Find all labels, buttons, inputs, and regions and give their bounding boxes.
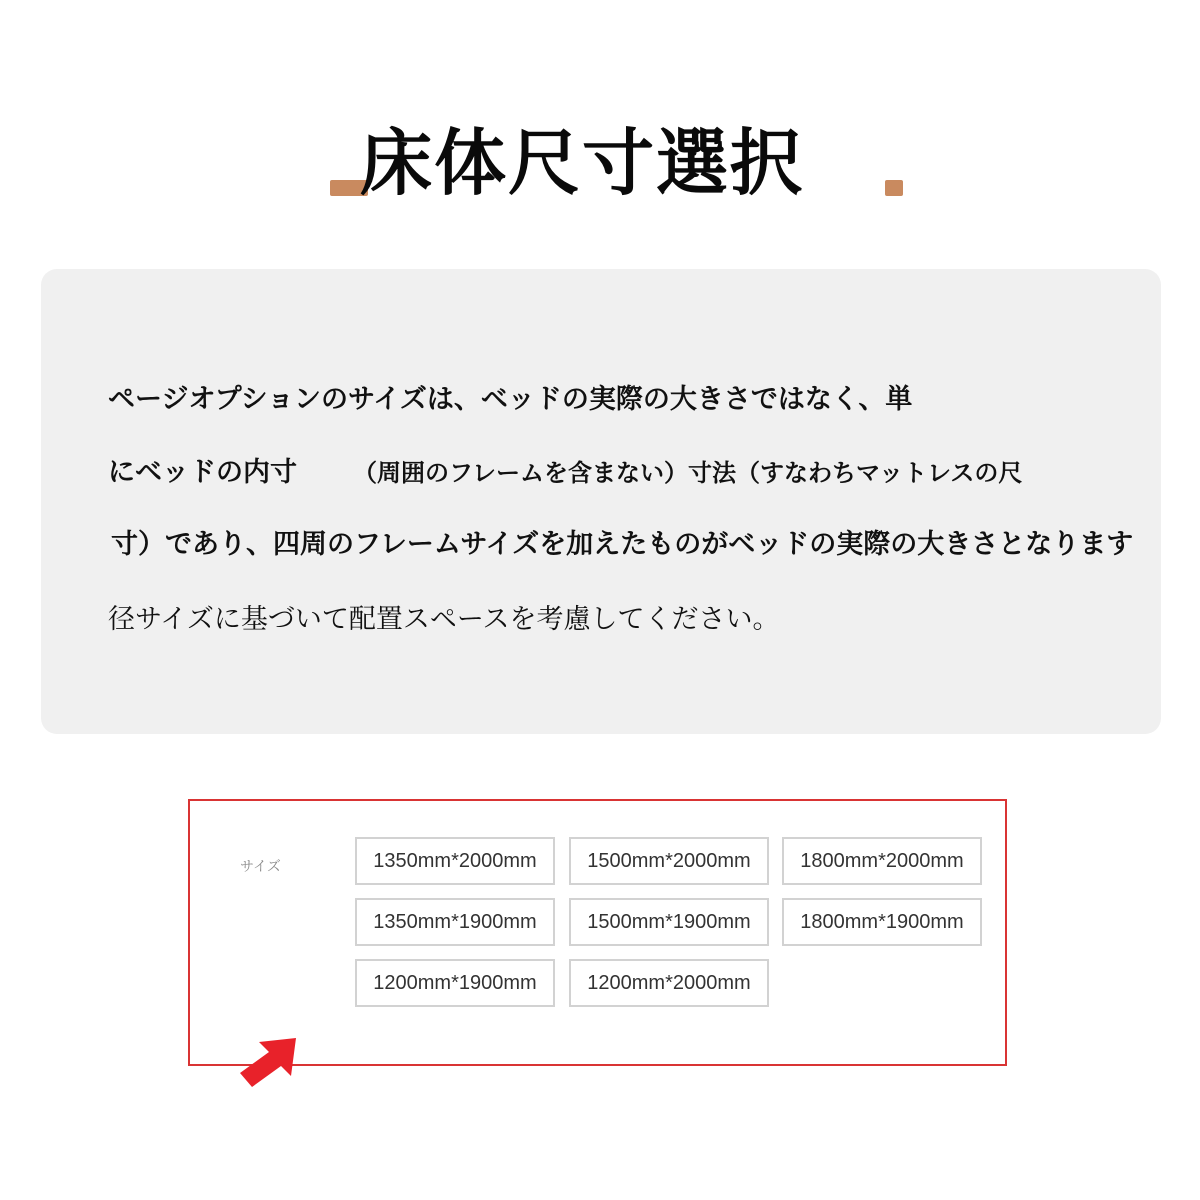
note-line-4: 径サイズに基づいて配置スペースを考慮してください。	[108, 604, 780, 635]
size-option[interactable]: 1200mm*2000mm	[569, 959, 769, 1007]
size-option[interactable]: 1800mm*1900mm	[782, 898, 982, 946]
note-line-3: 寸）であり、四周のフレームサイズを加えたものがベッドの実際の大きさとなります	[111, 529, 1134, 560]
size-option[interactable]: 1200mm*1900mm	[355, 959, 555, 1007]
pointer-arrow-icon	[236, 1032, 306, 1092]
note-line-2-start: にベッドの内寸	[108, 457, 297, 488]
size-option[interactable]: 1350mm*2000mm	[355, 837, 555, 885]
size-option[interactable]: 1350mm*1900mm	[355, 898, 555, 946]
page-title: 床体尺寸選択	[360, 121, 805, 205]
note-line-2-end: （周囲のフレームを含まない）寸法（すなわちマットレスの尺	[353, 459, 1023, 487]
note-line-2	[108, 455, 1022, 491]
title-banner	[330, 95, 905, 207]
size-option[interactable]: 1500mm*2000mm	[569, 837, 769, 885]
size-selector-panel	[188, 799, 1007, 1066]
size-label: サイズ	[240, 859, 281, 875]
note-line-1: ページオプションのサイズは、ベッドの実際の大きさではなく、単	[108, 384, 913, 415]
title-tab-right	[885, 180, 903, 196]
size-option[interactable]: 1500mm*1900mm	[569, 898, 769, 946]
size-note-panel	[41, 269, 1161, 734]
size-option[interactable]: 1800mm*2000mm	[782, 837, 982, 885]
